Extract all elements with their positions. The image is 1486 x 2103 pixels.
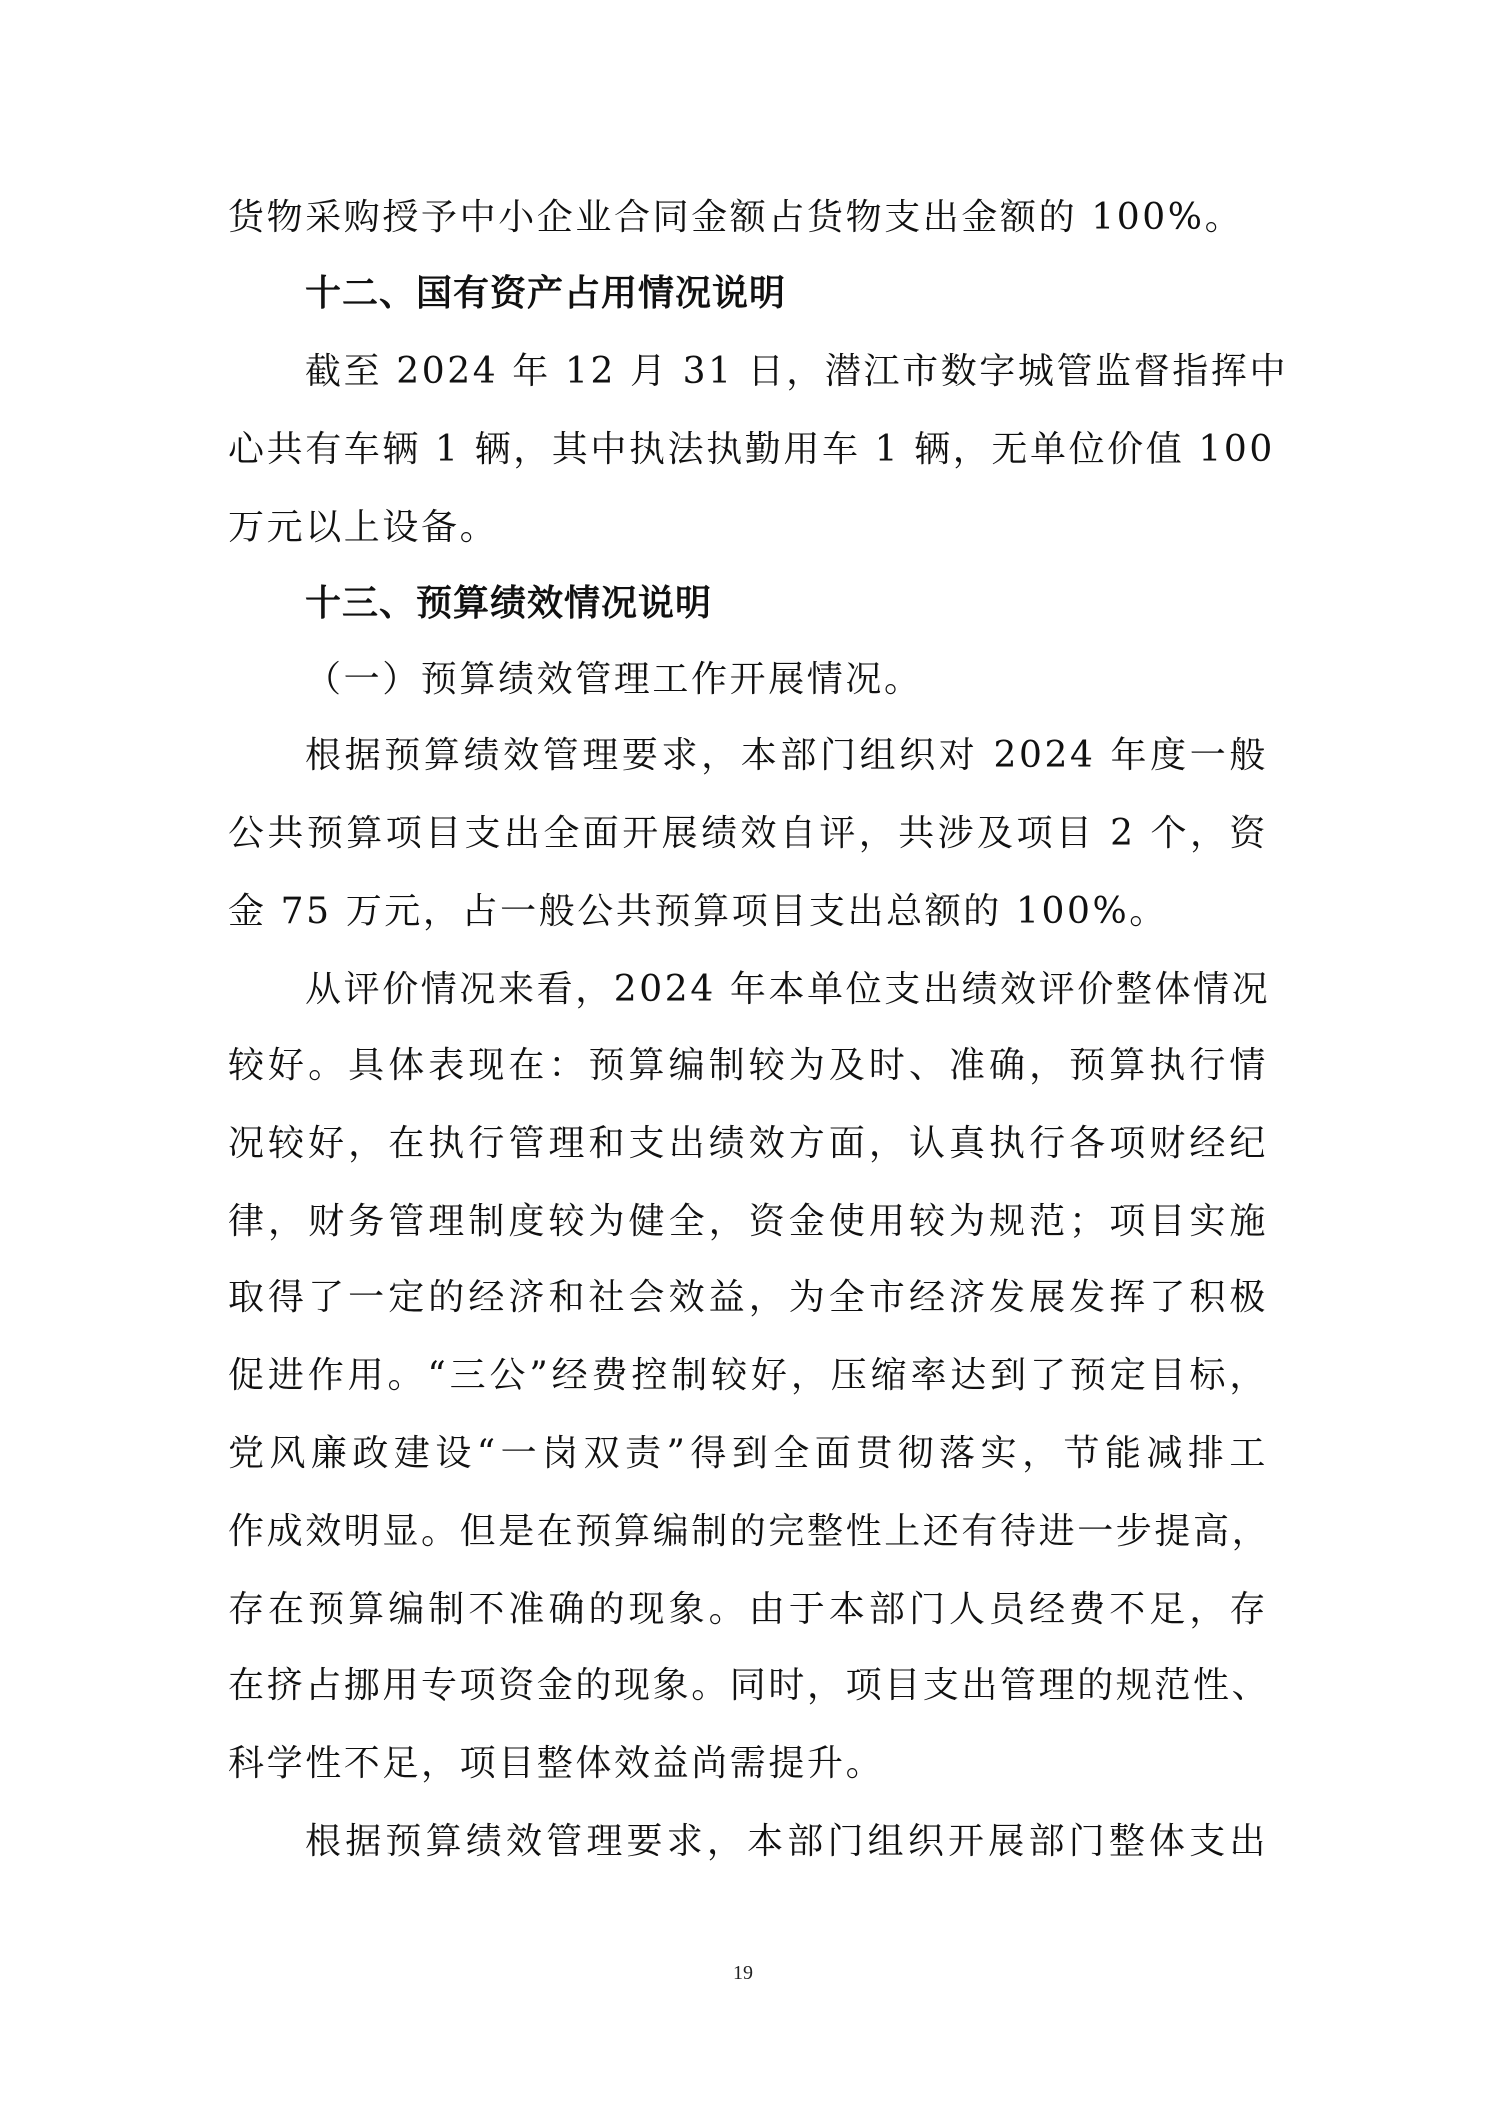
text-line: 较好。具体表现在：预算编制较为及时、准确，预算执行情 (228, 1045, 1268, 1086)
text-line: 科学性不足，项目整体效益尚需提升。 (228, 1743, 885, 1784)
text-line: 促进作用。“三公”经费控制较好，压缩率达到了预定目标， (228, 1355, 1268, 1396)
text-line: 万元以上设备。 (228, 507, 499, 548)
text-line: 党风廉政建设“一岗双责”得到全面贯彻落实，节能减排工 (228, 1433, 1268, 1474)
text-line: 货物采购授予中小企业合同金额占货物支出金额的 100%。 (228, 197, 1244, 238)
text-line: 金 75 万元，占一般公共预算项目支出总额的 100%。 (228, 891, 1168, 932)
text-line: 根据预算绩效管理要求，本部门组织开展部门整体支出 (305, 1821, 1268, 1862)
text-line: 律，财务管理制度较为健全，资金使用较为规范；项目实施 (228, 1201, 1268, 1242)
text-line: 况较好，在执行管理和支出绩效方面，认真执行各项财经纪 (228, 1123, 1268, 1164)
page-number: 19 (733, 1962, 753, 1984)
text-line: 截至 2024 年 12 月 31 日，潜江市数字城管监督指挥中 (305, 351, 1289, 392)
text-line: 心共有车辆 1 辆，其中执法执勤用车 1 辆，无单位价值 100 (228, 429, 1275, 470)
subsection-heading: （一）预算绩效管理工作开展情况。 (305, 659, 923, 700)
text-line: 作成效明显。但是在预算编制的完整性上还有待进一步提高， (228, 1511, 1271, 1552)
text-line: 存在预算编制不准确的现象。由于本部门人员经费不足，存 (228, 1589, 1268, 1630)
section-heading: 十三、预算绩效情况说明 (305, 583, 713, 624)
text-line: 取得了一定的经济和社会效益，为全市经济发展发挥了积极 (228, 1277, 1268, 1318)
text-line: 根据预算绩效管理要求，本部门组织对 2024 年度一般 (305, 735, 1268, 776)
section-heading: 十二、国有资产占用情况说明 (305, 273, 787, 314)
text-line: 在挤占挪用专项资金的现象。同时，项目支出管理的规范性、 (228, 1665, 1271, 1706)
text-line: 公共预算项目支出全面开展绩效自评，共涉及项目 2 个，资 (228, 813, 1268, 854)
text-line: 从评价情况来看，2024 年本单位支出绩效评价整体情况 (305, 969, 1271, 1010)
